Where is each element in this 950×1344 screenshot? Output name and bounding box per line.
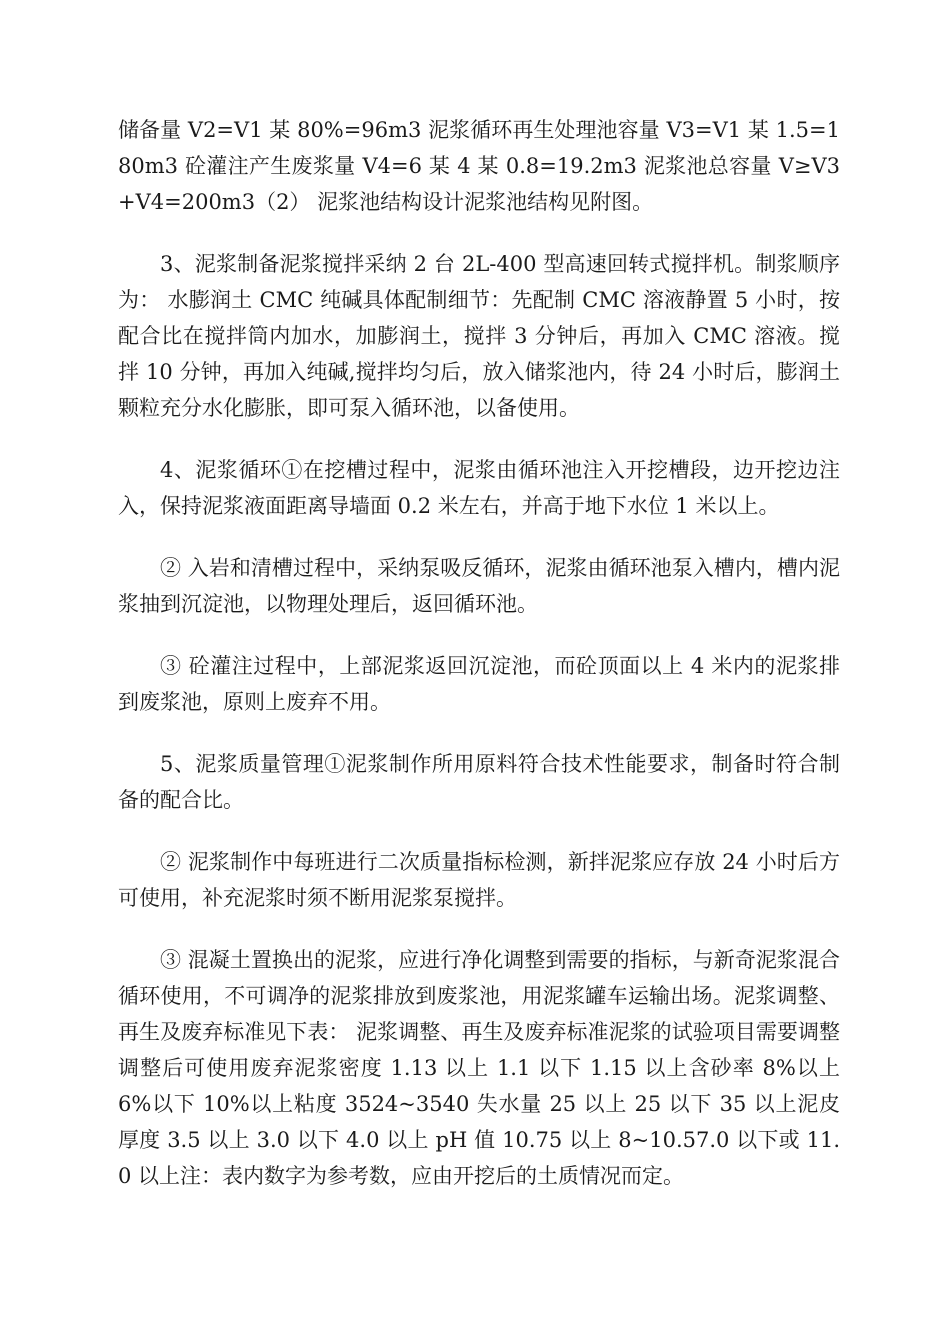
document-body: [118, 112, 840, 1220]
paragraph-concrete-pouring: ③ 砼灌注过程中，上部泥浆返回沉淀池，而砼顶面以上 4 米内的泥浆排到废浆池，原则上废弃不用。: [118, 654, 840, 714]
paragraph-slurry-standards: ③ 混凝土置换出的泥浆，应进行净化调整到需要的指标，与新奇泥浆混合循环使用，不可调净的泥浆排放到废浆池，用泥浆罐车运输出场。泥浆调整、再生及废弃标准见下表： 泥浆调整、再生及废弃标准泥浆的试验项目需要调整调整后可使用废弃泥浆密度 1.13 以上 1.1 以下 1.15 以上含砂率 8%以上 6%以下 10%以上粘度 3524~3540 失水量 25 以上 25 以下 35 以上泥皮厚度 3.5 以上 3.0 以下 4.0 以上 pH 值 10.75 以上 8~10.57.0 以下或 11.0 以上注：表内数字为参考数，应由开挖后的土质情况而定。: [118, 948, 840, 1188]
paragraph-quality-management: 5、泥浆质量管理①泥浆制作所用原料符合技术性能要求，制备时符合制备的配合比。: [118, 752, 840, 812]
paragraph-rock-cleaning: ② 入岩和清槽过程中，采纳泵吸反循环，泥浆由循环池泵入槽内，槽内泥浆抽到沉淀池，以物理处理后，返回循环池。: [118, 556, 840, 616]
paragraph-storage-volume: 储备量 V2=V1 某 80%=96m3 泥浆循环再生处理池容量 V3=V1 某 1.5=180m3 砼灌注产生废浆量 V4=6 某 4 某 0.8=19.2m3 泥浆池总容量 V≥V3+V4=200m3（2） 泥浆池结构设计泥浆池结构见附图。: [118, 118, 840, 214]
paragraph-slurry-circulation: 4、泥浆循环①在挖槽过程中，泥浆由循环池注入开挖槽段，边开挖边注入，保持泥浆液面距离导墙面 0.2 米左右，并高于地下水位 1 米以上。: [118, 458, 840, 518]
paragraph-slurry-preparation: 3、泥浆制备泥浆搅拌采纳 2 台 2L-400 型高速回转式搅拌机。制浆顺序为： 水膨润土 CMC 纯碱具体配制细节：先配制 CMC 溶液静置 5 小时，按配合比在搅拌筒内加水，加膨润土，搅拌 3 分钟后，再加入 CMC 溶液。搅拌 10 分钟，再加入纯碱,搅拌均匀后，放入储浆池内，待 24 小时后，膨润土颗粒充分水化膨胀，即可泵入循环池，以备使用。: [118, 252, 840, 420]
paragraph-quality-testing: ② 泥浆制作中每班进行二次质量指标检测，新拌泥浆应存放 24 小时后方可使用，补充泥浆时须不断用泥浆泵搅拌。: [118, 850, 840, 910]
